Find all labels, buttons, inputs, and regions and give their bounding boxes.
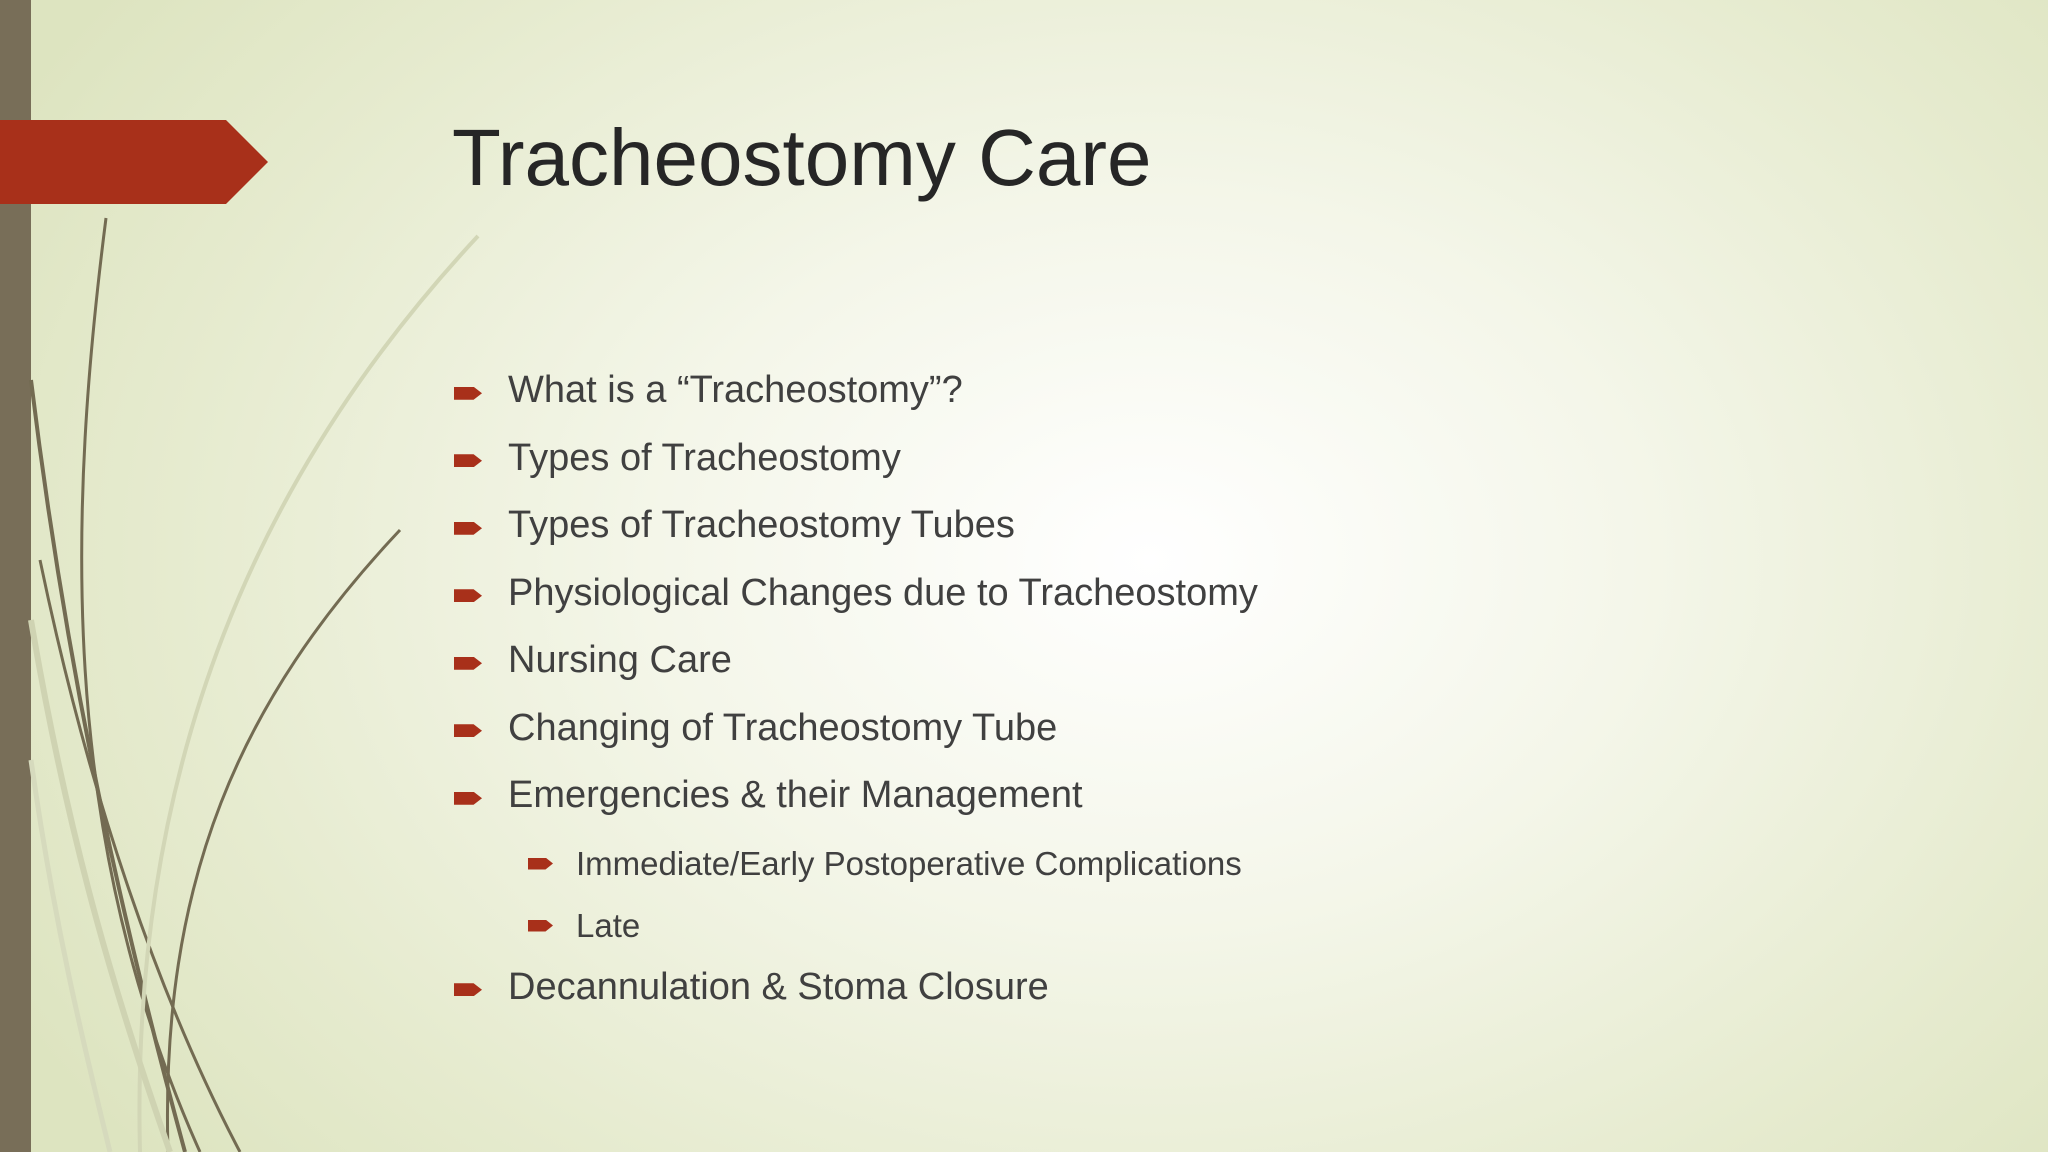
- bullet-item: [450, 563, 1258, 631]
- bullet-item: [450, 698, 1258, 766]
- arrow-bullet-icon: [454, 589, 482, 602]
- bullet-text: Types of Tracheostomy Tubes: [508, 504, 1015, 546]
- arrow-bullet-icon: [454, 792, 482, 805]
- bullet-list: [450, 360, 1258, 1024]
- arrow-bullet-icon: [454, 522, 482, 535]
- arrow-bullet-icon: [454, 657, 482, 670]
- bullet-item: [450, 630, 1258, 698]
- arrow-bullet-icon: [528, 858, 553, 870]
- bullet-item: [450, 495, 1258, 563]
- bullet-text: Types of Tracheostomy: [508, 436, 901, 479]
- bullet-text: What is a “Tracheostomy”?: [508, 369, 963, 411]
- grass-curve: [167, 530, 400, 1152]
- bullet-text: Decannulation & Stoma Closure: [508, 965, 1049, 1008]
- bullet-text: Physiological Changes due to Tracheostomy: [508, 571, 1258, 614]
- grass-curve: [31, 380, 185, 1152]
- title-flag-arrow: [0, 120, 268, 204]
- sub-bullet-text: Late: [576, 906, 641, 944]
- bullet-item: [450, 765, 1258, 833]
- arrow-bullet-icon: [454, 454, 482, 467]
- bullet-text: Emergencies & their Management: [508, 774, 1083, 816]
- bullet-text: Changing of Tracheostomy Tube: [508, 706, 1058, 749]
- grass-curve-light: [139, 236, 478, 1152]
- bullet-item: [450, 957, 1258, 1025]
- sub-bullet-item: [450, 833, 1258, 895]
- bullet-item: [450, 428, 1258, 496]
- sub-bullet-text: Immediate/Early Postoperative Complications: [576, 844, 1242, 882]
- slide-title: Tracheostomy Care: [452, 113, 1152, 202]
- arrow-bullet-icon: [454, 724, 482, 737]
- bullet-text: Nursing Care: [508, 639, 732, 681]
- sub-bullet-item: [450, 895, 1258, 957]
- arrow-bullet-icon: [528, 920, 553, 932]
- arrow-bullet-icon: [454, 387, 482, 400]
- arrow-bullet-icon: [454, 983, 482, 996]
- bullet-item: [450, 360, 1258, 428]
